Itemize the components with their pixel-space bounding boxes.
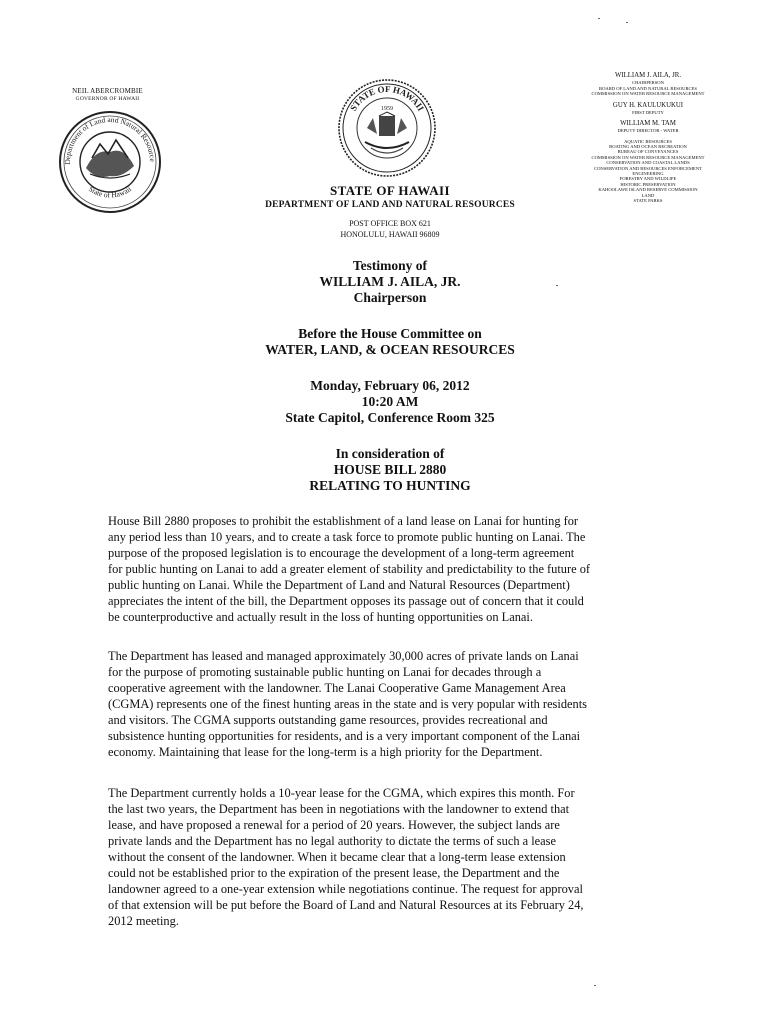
dlnr-seal-icon [56,108,164,216]
division-item: KAHOOLAWE ISLAND RESERVE COMMISSION [598,187,698,193]
governor-name: NEIL ABERCROMBIE [72,87,143,95]
letterhead-po-box: POST OFFICE BOX 621 [349,219,431,228]
paragraph-line: appreciates the intent of the bill, the Department opposes its passage out of concern that it could [108,594,584,608]
official-name-deputy-water: WILLIAM M. TAM [620,120,676,127]
division-item: CONSERVATION AND COASTAL LANDS [606,160,690,166]
scan-speck [594,985,596,986]
paragraph-line: the last two years, the Department has been in negotiations with the landowner to extend that [108,802,570,816]
governor-title: GOVERNOR OF HAWAII [75,96,140,102]
dlnr-seal-bottom-text: State of Hawaii [87,184,134,200]
official-name-first-deputy: GUY H. KAULUKUKUI [612,101,684,109]
paragraph-line: private lands and the Department has no legal authority to dictate the terms of such a lease [108,834,556,848]
division-item: COMMISSION ON WATER RESOURCE MANAGEMENT [591,154,705,160]
letterhead-department: DEPARTMENT OF LAND AND NATURAL RESOURCES [265,200,515,210]
scan-speck [626,22,628,23]
paragraph-line: be counterproductive and actually result in the loss of hunting opportunities on Lanai. [108,610,533,624]
division-item: CONSERVATION AND RESOURCES ENFORCEMENT [594,165,702,171]
paragraph-3 [108,785,676,929]
bill-number: HOUSE BILL 2880 [333,462,447,477]
official-title-chair: CHAIRPERSON [632,80,664,85]
consideration-label: In consideration of [335,446,445,461]
division-item: BOATING AND OCEAN RECREATION [609,143,687,149]
division-item: BUREAU OF CONVEYANCES [617,149,679,155]
paragraph-line: 2012 meeting. [108,914,179,928]
paragraph-line: for public hunting on Lanai to add a greater element of stability and predictability to the future of [108,562,591,576]
state-seal-ring-text: STATE OF HAWAII [347,83,427,113]
testimony-label: Testimony of [352,258,428,273]
paragraph-line: lease, and have proposed a renewal for a period of 20 years. However, the subject lands are [108,818,560,832]
division-item: AQUATIC RESOURCES [624,138,672,144]
paragraph-line: The Department currently holds a 10-year lease for the CGMA, which expires this month. For [108,786,575,800]
paragraph-line: economy. Maintaining that lease for the long-term is a high priority for the Department. [108,745,543,759]
paragraph-line: cooperative agreement with the landowner. The Lanai Cooperative Game Management Area [108,681,566,695]
testifier-name: WILLIAM J. AILA, JR. [319,274,461,289]
paragraph-line: subsistence hunting opportunities for residents, and is a very important component of the Lanai [108,729,581,743]
paragraph-2 [108,648,676,760]
state-seal-year: 1959 [381,106,393,112]
division-item: ENGINEERING [632,170,664,176]
paragraph-line: for the purpose of promoting sustainable public hunting on Lanai for decades through a [108,665,542,679]
state-of-hawaii-seal-icon [337,78,437,178]
bill-subject: RELATING TO HUNTING [309,478,471,493]
hearing-time: 10:20 AM [361,394,419,409]
paragraph-line: of that extension will be put before the Board of Land and Natural Resources at its February 24, [108,898,584,912]
scan-speck [556,285,558,286]
letterhead-city: HONOLULU, HAWAII 96809 [340,230,440,239]
letterhead-state: STATE OF HAWAII [330,183,450,198]
paragraph-line: House Bill 2880 proposes to prohibit the establishment of a land lease on Lanai for hunting for [108,514,579,528]
svg-text:State of Hawaii [87,184,133,199]
officials-column [568,72,728,203]
paragraph-line: (CGMA) represents one of the finest hunting areas in the state and is very popular with residents [108,697,587,711]
before-committee-label: Before the House Committee on [298,326,482,341]
official-title-first-deputy: FIRST DEPUTY [632,109,664,115]
official-title-chair-board: BOARD OF LAND AND NATURAL RESOURCES [599,85,697,91]
division-item: FORESTRY AND WILDLIFE [619,176,677,182]
hearing-location: State Capitol, Conference Room 325 [285,410,495,425]
division-item: HISTORIC PRESERVATION [620,181,676,187]
paragraph-line: and visitors. The CGMA supports outstanding game resources, provides recreational and [108,713,548,727]
paragraph-line: purpose of the proposed legislation is to encourage the development of a long-term agreement [108,546,575,560]
official-name-chair: WILLIAM J. AILA, JR. [614,72,682,79]
paragraph-1 [108,513,676,625]
official-title-chair-commission: COMMISSION ON WATER RESOURCE MANAGEMENT [591,91,705,96]
paragraph-line: any period less than 10 years, and to create a task force to promote public hunting on Lanai. The [108,530,586,544]
paragraph-line: landowner agreed to a one-year extension while negotiations continue. The request for approval [108,882,583,896]
scan-speck [598,18,600,19]
division-item: LAND [641,192,655,198]
paragraph-line: without the consent of the landowner. When it became clear that a long-term lease extension [108,850,566,864]
paragraph-line: The Department has leased and managed approximately 30,000 acres of private lands on Lanai [108,649,579,663]
committee-name: WATER, LAND, & OCEAN RESOURCES [265,342,515,357]
official-title-deputy-water: DEPUTY DIRECTOR - WATER [617,128,679,133]
testifier-role: Chairperson [353,290,427,305]
governor-block [40,87,175,103]
paragraph-line: could not be established prior to the expiration of the present lease, the Department and the [108,866,560,880]
hearing-date: Monday, February 06, 2012 [310,378,470,393]
dlnr-seal-ring-text: Department of Land and Natural Resource [62,114,158,165]
division-item: STATE PARKS [633,197,663,203]
paragraph-line: public hunting on Lanai. While the Department of Land and Natural Resources (Department) [108,578,570,592]
